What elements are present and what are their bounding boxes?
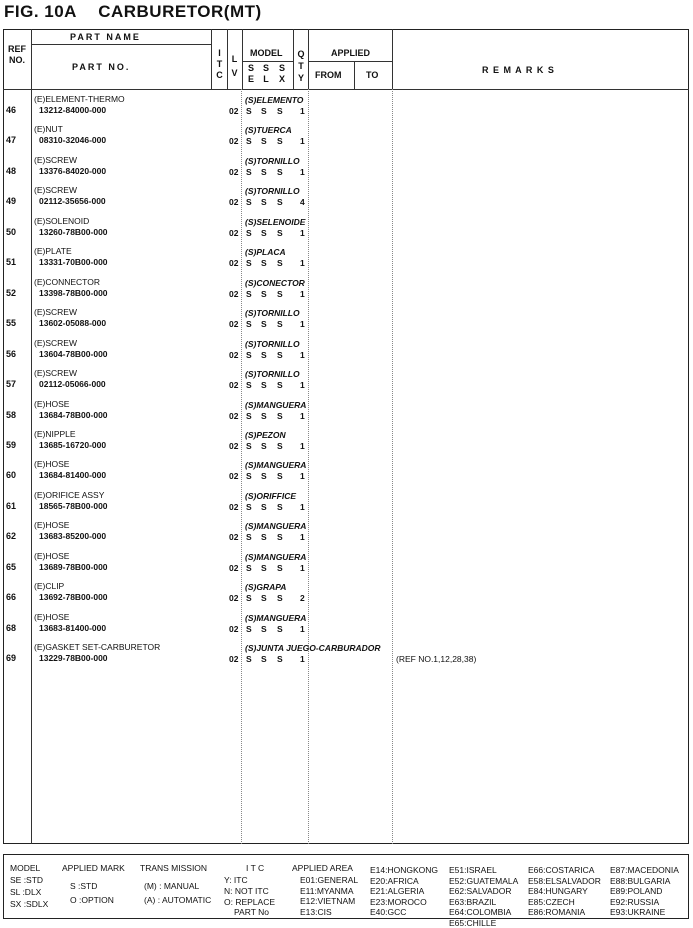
quantity: 1 (300, 532, 305, 543)
part-name: (E)SCREW (34, 185, 77, 196)
model-se-mark: S (246, 410, 252, 421)
model-se-mark: S (246, 532, 252, 543)
part-name: (E)NUT (34, 124, 63, 135)
legend-area-title: APPLIED AREA (292, 863, 353, 873)
quantity: 4 (300, 197, 305, 208)
lv-code: 02 (229, 258, 239, 269)
lv-code: 02 (229, 166, 239, 177)
legend-area-item: E23:MOROCO (370, 896, 427, 907)
spanish-name: (S)MANGUERA (245, 399, 307, 410)
model-sx-mark: S (277, 471, 283, 482)
model-sx-mark: S (277, 166, 283, 177)
legend-area-item: E63:BRAZIL (449, 896, 497, 907)
legend-area-item: E01:GENERAL (300, 875, 359, 885)
ref-no: 58 (6, 409, 17, 420)
legend-model-title: MODEL (10, 863, 41, 873)
legend-area-item: E20:AFRICA (370, 875, 419, 886)
part-number: 13684-78B00-000 (39, 409, 108, 420)
model-se-mark: S (246, 623, 252, 634)
ref-no: 68 (6, 622, 17, 633)
model-se-mark: S (246, 288, 252, 299)
spanish-name: (S)PEZON (245, 429, 286, 440)
ref-no: 52 (6, 287, 17, 298)
model-sl-header: S L (262, 63, 269, 84)
model-sx-mark: S (277, 136, 283, 147)
table-row (0, 489, 690, 526)
lv-code: 02 (229, 410, 239, 421)
spanish-name: (S)TORNILLO (245, 338, 300, 349)
qty-column-divider (293, 29, 294, 89)
model-sx-mark: S (277, 227, 283, 238)
spanish-name: (S)PLACA (245, 247, 286, 258)
part-name: (E)SOLENOID (34, 215, 90, 226)
part-number: 13683-81400-000 (39, 622, 107, 633)
lv-code: 02 (229, 440, 239, 451)
header-bottom-line (3, 89, 689, 90)
part-number: 13692-78B00-000 (39, 592, 108, 603)
legend-trans-auto: (A) : AUTOMATIC (144, 895, 212, 905)
model-sl-mark: S (261, 593, 267, 604)
model-se-mark: S (246, 258, 252, 269)
table-row (0, 550, 690, 587)
part-name: (E)HOSE (34, 550, 70, 561)
legend-itc-title: I T C (246, 863, 265, 873)
legend-area-item: E84:HUNGARY (528, 886, 588, 896)
model-header: MODEL (250, 48, 283, 58)
part-name: (E)ELEMENT-THERMO (34, 94, 125, 104)
model-se-mark: S (246, 197, 252, 208)
table-row (0, 398, 690, 435)
spanish-name: (S)JUNTA JUEGO-CARBURADOR (245, 643, 381, 654)
model-se-mark: S (246, 471, 252, 482)
model-sx-mark: S (277, 593, 283, 604)
model-sl-mark: S (261, 410, 267, 421)
part-name: (E)CLIP (34, 581, 65, 592)
figure-name: CARBURETOR(MT) (98, 2, 262, 21)
lv-code: 02 (229, 471, 239, 482)
quantity: 1 (300, 166, 305, 177)
model-se-mark: S (246, 227, 252, 238)
applied-header: APPLIED (331, 48, 371, 58)
legend-area-item: E52:GUATEMALA (449, 875, 519, 886)
legend-area-item: E40:GCC (370, 907, 407, 917)
part-name: (E)SCREW (34, 337, 77, 348)
table-row (0, 581, 690, 617)
lv-code: 02 (229, 593, 239, 604)
part-name: (E)SCREW (34, 307, 77, 318)
part-number: 13683-85200-000 (39, 531, 107, 542)
model-se-mark: S (246, 136, 252, 147)
part-number: 13376-84020-000 (39, 165, 107, 176)
legend-itc-o: O: REPLACE (224, 897, 276, 907)
part-number: 13260-78B00-000 (39, 226, 108, 237)
quantity: 1 (300, 440, 305, 451)
ref-no: 51 (6, 257, 17, 268)
table-row (0, 642, 690, 678)
quantity: 1 (300, 288, 305, 299)
table-row (0, 276, 690, 313)
ref-no: 60 (6, 470, 17, 481)
table-row (0, 428, 690, 465)
model-sx-mark: S (277, 380, 283, 391)
legend-area-item: E92:RUSSIA (610, 896, 660, 907)
part-name-underline (31, 44, 211, 45)
spanish-name: (S)TORNILLO (245, 186, 300, 197)
part-number: 13684-81400-000 (39, 470, 107, 481)
spanish-name: (S)TUERCA (245, 125, 292, 136)
part-number: 02112-35656-000 (39, 196, 106, 207)
spanish-name: (S)TORNILLO (245, 308, 300, 319)
remarks-header: R E M A R K S (482, 65, 555, 75)
part-number: 13604-78B00-000 (39, 348, 108, 359)
model-se-mark: S (246, 440, 252, 451)
model-se-mark: S (246, 166, 252, 177)
legend-area-item: E64:COLOMBIA (449, 907, 512, 917)
part-name: (E)HOSE (34, 459, 70, 470)
quantity: 1 (300, 410, 305, 421)
part-name: (E)PLATE (34, 246, 72, 257)
legend-model-sl: SL :DLX (10, 887, 42, 897)
legend-area-item: E11:MYANMA (300, 885, 354, 896)
part-name: (E)HOSE (34, 611, 70, 622)
lv-code: 02 (229, 654, 239, 665)
lv-code: 02 (229, 197, 239, 208)
lv-code: 02 (229, 136, 239, 147)
qty-header: Q T Y (297, 49, 305, 83)
legend-area-item: E21:ALGERIA (370, 886, 425, 896)
model-sl-mark: S (261, 258, 267, 269)
figure-number: FIG. 10A (4, 2, 77, 21)
lv-code: 02 (229, 380, 239, 391)
model-se-mark: S (246, 349, 252, 360)
legend-mark-std: S :STD (70, 881, 98, 891)
ref-no: 48 (6, 165, 17, 176)
model-se-mark: S (246, 501, 252, 512)
model-sl-mark: S (261, 227, 267, 238)
quantity: 1 (300, 471, 305, 482)
itc-header: I T C (216, 48, 223, 80)
ref-no: 50 (6, 226, 17, 237)
part-number: 08310-32046-000 (39, 135, 107, 146)
part-number: 13331-70B00-000 (39, 257, 108, 268)
ref-no: 47 (6, 135, 17, 146)
model-sx-mark: S (277, 288, 283, 299)
part-name: (E)HOSE (34, 520, 70, 531)
lv-code: 02 (229, 319, 239, 330)
quantity: 1 (300, 562, 305, 573)
spanish-name: (S)SELENOIDE (245, 216, 306, 227)
part-name: (E)NIPPLE (34, 428, 76, 439)
table-row (0, 246, 690, 282)
legend-applied-mark-title: APPLIED MARK (62, 863, 125, 873)
lv-code: 02 (229, 532, 239, 543)
ref-no: 66 (6, 592, 17, 603)
ref-no: 62 (6, 531, 17, 542)
part-name: (E)ORIFICE ASSY (34, 489, 105, 500)
applied-underline (308, 61, 392, 62)
table-row (0, 94, 690, 130)
part-number: 13685-16720-000 (39, 439, 107, 450)
lv-header: L V (231, 54, 238, 78)
applied-column-divider (308, 29, 309, 89)
table-row (0, 307, 690, 343)
spanish-name: (S)ORIFFICE (245, 490, 296, 501)
model-sx-mark: S (277, 197, 283, 208)
part-no-header: PART NO. (72, 62, 131, 72)
legend-box (3, 854, 689, 928)
lv-code: 02 (229, 349, 239, 360)
model-se-mark: S (246, 380, 252, 391)
legend-area-item: E85:CZECH (528, 896, 575, 907)
model-sl-mark: S (261, 654, 267, 665)
legend-area-item: E62:SALVADOR (449, 886, 512, 896)
legend-area-item: E51:ISRAEL (449, 865, 497, 875)
legend-area-item: E65:CHILLE (449, 917, 497, 928)
part-number: 13398-78B00-000 (39, 287, 108, 298)
quantity: 1 (300, 623, 305, 634)
from-header: FROM (315, 70, 342, 80)
legend-area-item: E89:POLAND (610, 886, 663, 896)
legend-area-item: E13:CIS (300, 906, 332, 917)
quantity: 1 (300, 501, 305, 512)
model-sx-mark: S (277, 319, 283, 330)
lv-code: 02 (229, 288, 239, 299)
part-name: (E)GASKET SET-CARBURETOR (34, 642, 161, 653)
lv-code: 02 (229, 106, 239, 116)
ref-no: 57 (6, 379, 17, 390)
model-se-header: S E (247, 63, 254, 84)
legend-itc-n: N: NOT ITC (224, 886, 269, 896)
part-number: 18565-78B00-000 (39, 500, 108, 511)
table-row (0, 154, 690, 191)
part-name: (E)CONNECTOR (34, 276, 100, 287)
model-sl-mark: S (261, 288, 267, 299)
spanish-name: (S)TORNILLO (245, 155, 300, 166)
model-underline (242, 61, 293, 62)
ref-no-header: REF NO. (8, 44, 26, 65)
remarks: (REF NO.1,12,28,38) (396, 654, 477, 665)
lv-code: 02 (229, 501, 239, 512)
legend-area-item: E93:UKRAINE (610, 907, 666, 917)
ref-no: 46 (6, 105, 17, 115)
legend-itc-y: Y: ITC (224, 875, 248, 885)
table-row (0, 520, 690, 556)
model-sx-mark: S (277, 654, 283, 665)
ref-no: 56 (6, 348, 17, 359)
legend-model-sx: SX :SDLX (10, 899, 49, 909)
lv-column-divider (227, 29, 228, 89)
spanish-name: (S)GRAPA (245, 582, 287, 593)
spanish-name: (S)TORNILLO (245, 369, 300, 380)
figure-title (4, 2, 262, 22)
table-row (0, 215, 690, 252)
model-se-mark: S (246, 562, 252, 573)
model-sx-header: S X (278, 63, 285, 84)
spanish-name: (S)MANGUERA (245, 460, 307, 471)
ref-no: 55 (6, 318, 17, 329)
ref-no: 61 (6, 500, 17, 511)
model-sl-mark: S (261, 380, 267, 391)
table-row (0, 337, 690, 374)
ref-no: 69 (6, 653, 17, 664)
model-sx-mark: S (277, 349, 283, 360)
model-column-divider (242, 29, 243, 89)
model-sx-mark: S (277, 258, 283, 269)
part-number: 13602-05088-000 (39, 318, 107, 329)
model-sl-mark: S (261, 440, 267, 451)
spanish-name: (S)CONECTOR (245, 277, 305, 288)
legend-model-se: SE :STD (10, 875, 44, 885)
part-number: 13689-78B00-000 (39, 561, 108, 572)
model-sl-mark: S (261, 471, 267, 482)
spanish-name: (S)ELEMENTO (245, 95, 304, 105)
from-to-divider (354, 61, 355, 89)
quantity: 2 (300, 593, 305, 604)
model-se-mark: S (246, 654, 252, 665)
model-sx-mark: S (277, 532, 283, 543)
quantity: 1 (300, 258, 305, 269)
quantity: 1 (300, 349, 305, 360)
model-sl-mark: S (261, 166, 267, 177)
spanish-name: (S)MANGUERA (245, 521, 307, 532)
legend-itc-partno: PART No (234, 907, 269, 917)
legend-trans-title: TRANS MISSION (140, 863, 208, 873)
model-sx-mark: S (277, 562, 283, 573)
lv-code: 02 (229, 623, 239, 634)
model-sl-mark: S (261, 106, 267, 116)
model-sl-mark: S (261, 349, 267, 360)
quantity: 1 (300, 380, 305, 391)
lv-code: 02 (229, 562, 239, 573)
ref-no: 59 (6, 439, 17, 450)
model-sx-mark: S (277, 440, 283, 451)
table-row (0, 124, 690, 160)
part-name: (E)SCREW (34, 368, 77, 379)
to-header: TO (366, 70, 379, 80)
model-se-mark: S (246, 106, 252, 116)
legend-area-item: E14:HONGKONG (370, 865, 439, 875)
legend-trans-manual: (M) : MANUAL (144, 881, 200, 891)
spanish-name: (S)MANGUERA (245, 551, 307, 562)
model-sx-mark: S (277, 106, 283, 116)
part-name: (E)SCREW (34, 154, 77, 165)
part-number: 13229-78B00-000 (39, 653, 108, 664)
quantity: 1 (300, 654, 305, 665)
quantity: 1 (300, 319, 305, 330)
part-number: 02112-05066-000 (39, 379, 106, 390)
quantity: 1 (300, 136, 305, 147)
table-row (0, 368, 690, 404)
model-sx-mark: S (277, 501, 283, 512)
legend-area-item: E12:VIETNAM (300, 896, 356, 906)
part-number: 13212-84000-000 (39, 105, 107, 115)
model-sl-mark: S (261, 197, 267, 208)
model-sl-mark: S (261, 501, 267, 512)
quantity: 1 (300, 227, 305, 238)
model-sx-mark: S (277, 410, 283, 421)
model-se-mark: S (246, 319, 252, 330)
model-sl-mark: S (261, 623, 267, 634)
lv-code: 02 (229, 227, 239, 238)
model-se-mark: S (246, 593, 252, 604)
legend-area-item: E86:ROMANIA (528, 907, 586, 917)
legend-area-item: E66:COSTARICA (528, 865, 595, 875)
model-sl-mark: S (261, 562, 267, 573)
ref-no: 65 (6, 561, 17, 572)
legend-area-item: E88:BULGARIA (610, 875, 671, 886)
part-name: (E)HOSE (34, 398, 70, 409)
table-row (0, 185, 690, 221)
itc-column-divider (211, 29, 212, 89)
model-sl-mark: S (261, 319, 267, 330)
part-name-header: PART NAME (70, 32, 141, 42)
legend-area-item: E87:MACEDONIA (610, 865, 679, 875)
quantity: 1 (300, 106, 305, 116)
remarks-column-divider (392, 29, 393, 89)
model-sx-mark: S (277, 623, 283, 634)
model-sl-mark: S (261, 532, 267, 543)
spanish-name: (S)MANGUERA (245, 612, 307, 623)
legend-mark-option: O :OPTION (70, 895, 114, 905)
legend-area-item: E58:ELSALVADOR (528, 875, 601, 886)
model-sl-mark: S (261, 136, 267, 147)
ref-no: 49 (6, 196, 17, 207)
